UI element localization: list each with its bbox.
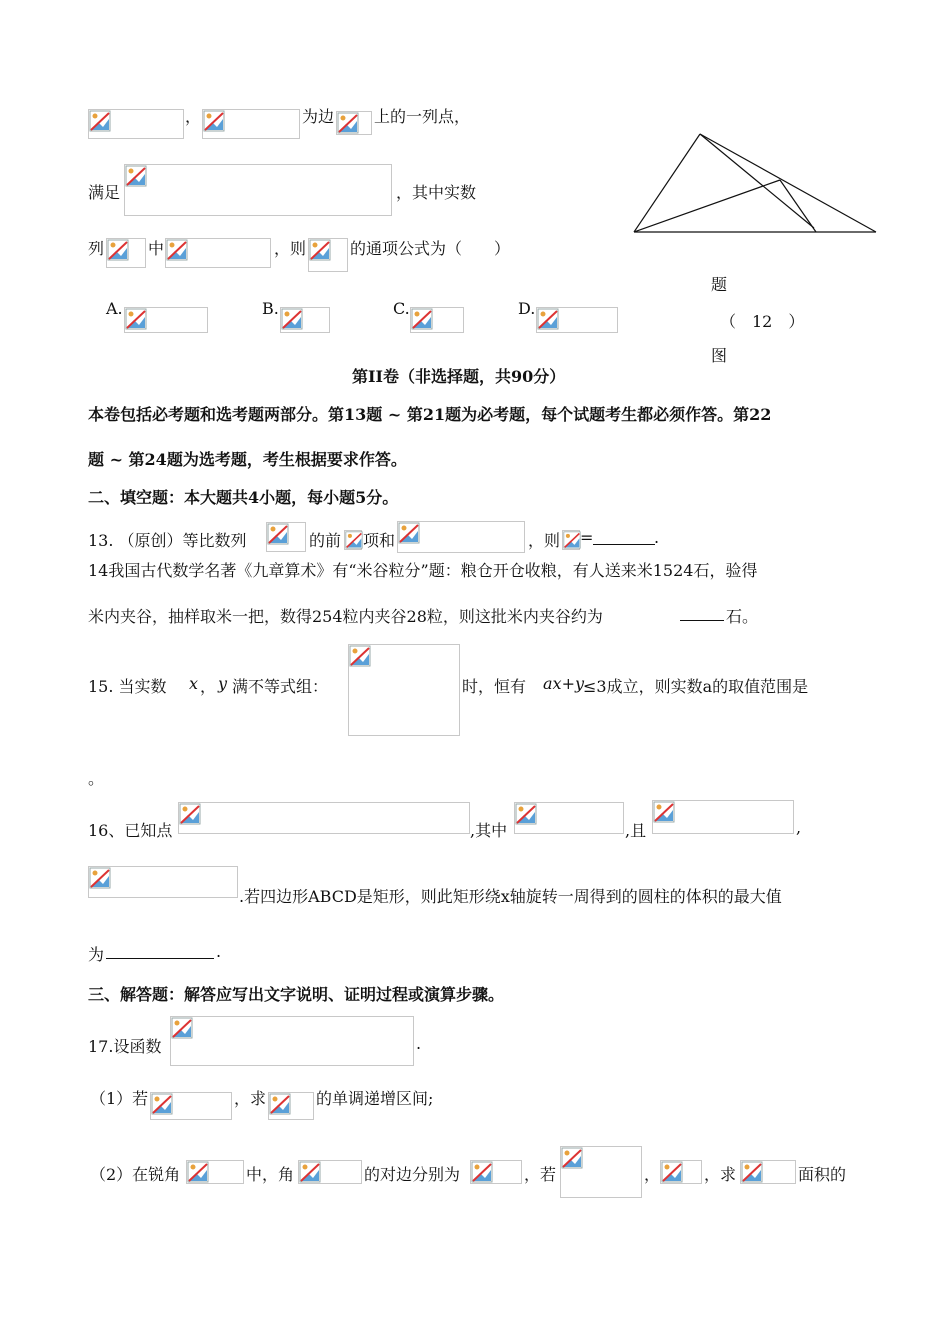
broken-image-icon — [741, 1161, 763, 1183]
formula-image — [470, 1160, 522, 1184]
answer-blank[interactable] — [680, 606, 724, 621]
formula-image — [660, 1160, 702, 1184]
formula-image — [88, 109, 184, 139]
q15-expr: ax+y — [543, 674, 585, 693]
q17-text: . — [416, 1034, 422, 1053]
broken-image-icon — [89, 110, 111, 132]
q17-text: ，若 — [524, 1165, 557, 1184]
formula-image — [150, 1092, 232, 1120]
broken-image-icon — [151, 1093, 173, 1115]
q15-text: 时，恒有 — [462, 677, 527, 696]
q16-text: 16、已知点 — [88, 821, 173, 840]
answer-blank[interactable] — [106, 944, 214, 959]
broken-image-icon — [89, 867, 111, 889]
q16-text: , — [796, 818, 802, 837]
figure-caption: 题 — [711, 275, 728, 294]
q14-text: 米内夹谷，抽样取米一把，数得254粒内夹谷28粒，则这批米内夹谷约为 — [88, 607, 603, 626]
q13-text: 13. （原创）等比数列 — [88, 531, 247, 550]
q15-var: x — [189, 674, 199, 693]
q15-text: 15. 当实数 — [88, 677, 167, 696]
text: 的通项公式为（ ） — [350, 239, 511, 258]
broken-image-icon — [537, 308, 559, 330]
q17-text: 中，角 — [246, 1165, 295, 1184]
option-label-a: A. — [106, 299, 123, 318]
formula-image — [268, 1092, 314, 1120]
formula-image — [266, 522, 306, 552]
section-title: 三、解答题：解答应写出文字说明、证明过程或演算步骤。 — [88, 985, 505, 1004]
broken-image-icon — [515, 803, 537, 825]
text: ，则 — [274, 239, 307, 258]
broken-image-icon — [561, 1147, 583, 1169]
formula-image — [170, 1016, 414, 1066]
formula-image — [178, 802, 470, 834]
broken-image-icon — [411, 308, 433, 330]
cevian-line — [780, 180, 816, 232]
text: 为边 — [302, 107, 335, 126]
option-b-image — [280, 307, 330, 333]
q17-text: （2）在锐角 — [90, 1165, 181, 1184]
formula-image — [652, 800, 794, 834]
section-note: 题 ~ 第24题为选考题，考生根据要求作答。 — [88, 450, 407, 469]
q13-text: = — [580, 528, 594, 547]
text: 中 — [148, 239, 165, 258]
q13-text: . — [654, 528, 660, 547]
q15-text: 。 — [88, 769, 105, 788]
formula-image — [348, 644, 460, 736]
section-title: 第II卷（非选择题，共90分） — [352, 367, 566, 386]
broken-image-icon — [125, 308, 147, 330]
figure-caption: 图 — [711, 346, 728, 365]
formula-image — [308, 238, 348, 272]
formula-image — [740, 1160, 796, 1184]
broken-image-icon — [299, 1161, 321, 1183]
broken-image-icon — [203, 110, 225, 132]
formula-image — [344, 530, 362, 550]
option-label-d: D. — [518, 299, 536, 318]
q17-text: 的单调递增区间; — [316, 1089, 434, 1108]
q16-text: ,其中 — [470, 821, 508, 840]
option-label-c: C. — [393, 299, 410, 318]
broken-image-icon — [107, 239, 129, 261]
formula-image — [397, 521, 525, 553]
q16-text: ,且 — [625, 821, 647, 840]
q14-text: 14我国古代数学名著《九章算术》有“米谷粒分”题：粮仓开仓收粮，有人送来米1524石，验得 — [88, 561, 758, 580]
q15-text: 满不等式组： — [232, 677, 329, 696]
option-a-image — [124, 307, 208, 333]
text: 上的一列点， — [374, 107, 471, 126]
formula-image — [298, 1160, 362, 1184]
broken-image-icon — [653, 801, 675, 823]
formula-image — [562, 530, 580, 550]
q17-text: 17.设函数 — [88, 1037, 162, 1056]
cevian-line — [700, 134, 814, 228]
formula-image — [514, 802, 624, 834]
triangle-edge — [700, 134, 876, 232]
figure-caption: （ 12 ） — [720, 312, 805, 331]
text: ，其中实数 — [396, 183, 477, 202]
q17-text: ，求 — [704, 1165, 737, 1184]
broken-image-icon — [179, 803, 201, 825]
formula-image — [88, 866, 238, 898]
broken-image-icon — [345, 531, 363, 549]
q15-text: ， — [200, 677, 217, 696]
formula-image — [124, 164, 392, 216]
broken-image-icon — [269, 1093, 291, 1115]
broken-image-icon — [309, 239, 331, 261]
q17-text: 的对边分别为 — [364, 1165, 461, 1184]
broken-image-icon — [166, 239, 188, 261]
broken-image-icon — [125, 165, 147, 187]
q15-text: ≤3成立，则实数a的取值范围是 — [583, 677, 809, 696]
triangle-figure — [628, 128, 880, 238]
broken-image-icon — [471, 1161, 493, 1183]
q15-var: y — [218, 674, 228, 693]
q13-text: 项和 — [363, 531, 396, 550]
formula-image — [165, 238, 271, 268]
section-note: 本卷包括必考题和选考题两部分。第13题 ~ 第21题为必考题，每个试题考生都必须作答。第22 — [88, 405, 772, 424]
q16-text: .若四边形ABCD是矩形，则此矩形绕x轴旋转一周得到的圆柱的体积的最大值 — [239, 887, 782, 906]
formula-image — [202, 109, 300, 139]
answer-blank[interactable] — [593, 530, 655, 545]
broken-image-icon — [337, 112, 359, 134]
broken-image-icon — [281, 308, 303, 330]
q13-text: 的前 — [309, 531, 342, 550]
q16-text: 为 — [88, 945, 105, 964]
broken-image-icon — [398, 522, 420, 544]
formula-image — [186, 1160, 244, 1184]
q17-text: ， — [644, 1165, 661, 1184]
option-d-image — [536, 307, 618, 333]
q17-text: ，求 — [234, 1089, 267, 1108]
q13-text: ，则 — [528, 531, 561, 550]
option-label-b: B. — [262, 299, 279, 318]
broken-image-icon — [171, 1017, 193, 1039]
broken-image-icon — [267, 523, 289, 545]
text: 满足 — [88, 183, 121, 202]
option-c-image — [410, 307, 464, 333]
cevian-line — [634, 180, 780, 232]
formula-image — [560, 1146, 642, 1198]
broken-image-icon — [187, 1161, 209, 1183]
text: 列 — [88, 239, 105, 258]
formula-image — [106, 238, 146, 268]
q17-text: 面积的 — [798, 1165, 847, 1184]
formula-image — [336, 111, 372, 135]
q17-text: （1）若 — [90, 1089, 149, 1108]
triangle-edge — [634, 134, 700, 232]
q16-text: . — [216, 942, 222, 961]
broken-image-icon — [563, 531, 581, 549]
text: ， — [185, 107, 202, 126]
fill-in-title: 二、填空题：本大题共4小题，每小题5分。 — [88, 488, 399, 507]
q14-text: 石。 — [726, 607, 759, 626]
broken-image-icon — [661, 1161, 683, 1183]
broken-image-icon — [349, 645, 371, 667]
